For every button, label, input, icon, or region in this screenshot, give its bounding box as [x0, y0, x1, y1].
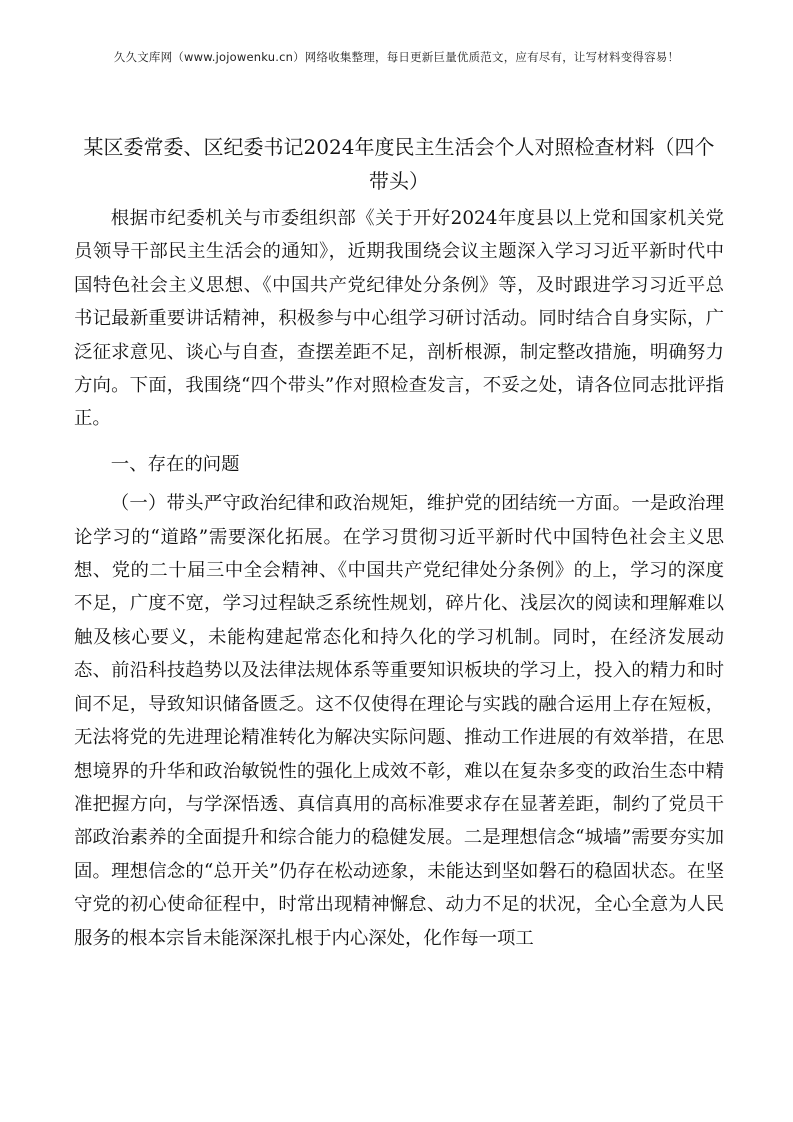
header-watermark-note: 久久文库网（www.jojowenku.cn）网络收集整理，每日更新巨量优质范文，应有尽有，让写材料变得容易！: [113, 50, 680, 64]
document-title: 某区委常委、区纪委书记2024年度民主生活会个人对照检查材料（四个带头）: [83, 135, 715, 193]
document-body: [74, 130, 724, 955]
intro-paragraph: 根据市纪委机关与市委组织部《关于开好2024年度县以上党和国家机关党员领导干部民主生活会的通知》，近期我围绕会议主题深入学习习近平新时代中国特色社会主义思想、《中国共产党纪律处分条例》等，及时跟进学习习近平总书记最新重要讲话精神，积极参与中心组学习研讨活动。同时结合自身实际，广泛征求意见、谈心与自查，查摆差距不足，剖析根源，制定整改措施，明确努力方向。下面，我围绕“四个带头”作对照检查发言，不妥之处，请各位同志批评指正。: [74, 208, 724, 430]
section-heading-problems: 一、存在的问题: [110, 453, 240, 475]
section-paragraph: （一）带头严守政治纪律和政治规矩，维护党的团结统一方面。一是政治理论学习的“道路”需要深化拓展。在学习贯彻习近平新时代中国特色社会主义思想、党的二十届三中全会精神、《中国共产党纪律处分条例》的上，学习的深度不足，广度不宽，学习过程缺乏系统性规划，碎片化、浅层次的阅读和理解难以触及核心要义，未能构建起常态化和持久化的学习机制。同时，在经济发展动态、前沿科技趋势以及法律法规体系等重要知识板块的学习上，投入的精力和时间不足，导致知识储备匮乏。这不仅使得在理论与实践的融合运用上存在短板，无法将党的先进理论精准转化为解决实际问题、推动工作进展的有效举措，在思想境界的升华和政治敏锐性的强化上成效不彰，难以在复杂多变的政治生态中精准把握方向，与学深悟透、真信真用的高标准要求存在显著差距，制约了党员干部政治素养的全面提升和综合能力的稳健发展。二是理想信念“城墙”需要夯实加固。理想信念的“总开关”仍存在松动迹象，未能达到坚如磐石的稳固状态。在坚守党的初心使命征程中，时常出现精神懈怠、动力不足的状况，全心全意为人民服务的根本宗旨未能深深扎根于内心深处，化作每一项工: [74, 493, 724, 949]
